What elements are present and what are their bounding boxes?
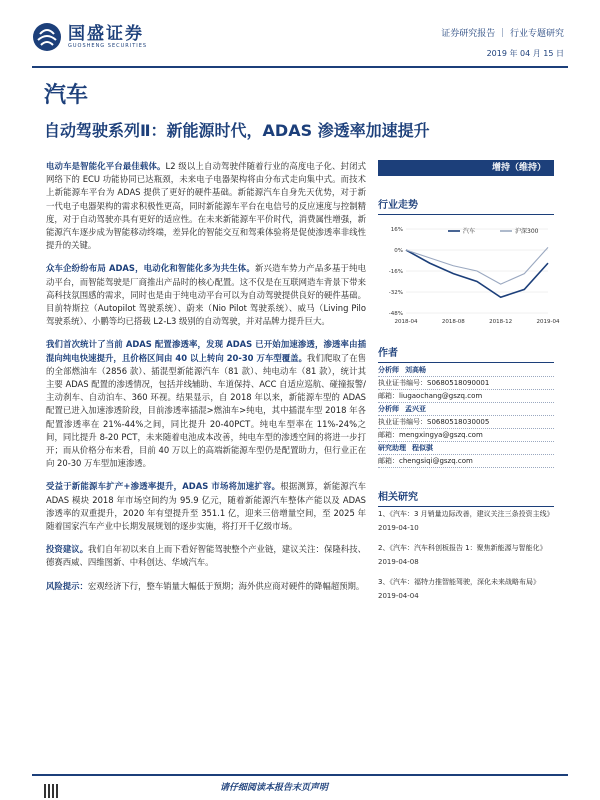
analyst-name: 程似骐 [412, 444, 433, 452]
y-tick-label: 0% [394, 248, 403, 254]
y-tick-label: -16% [388, 269, 403, 275]
paragraph-lead: 众车企纷纷布局 ADAS，电动化和智能化多为共生体。 [46, 263, 255, 274]
paragraph [46, 543, 366, 569]
analyst-section-title: 作者 [378, 344, 554, 363]
related-report-date: 2019-04-08 [378, 558, 419, 566]
rating-badge: 增持（维持） [378, 160, 554, 176]
analyst-name: 孟兴亚 [405, 405, 426, 413]
paragraph-lead: 我们首次统计了当前 ADAS 配置渗透率，发现 ADAS 已开始加速渗透，渗透率由插混向纯电快速提升，且价格区间由 40 以上转向 20-30 万车型覆盖。 [46, 339, 366, 363]
analyst-field-value: S0680518030005 [427, 418, 490, 426]
report-type: 证券研究报告 ｜ 行业专题研究 [441, 29, 564, 39]
footer-disclaimer: 请仔细阅读本报告末页声明 [220, 783, 329, 793]
footer-rule [32, 774, 568, 776]
series-line-1 [406, 247, 548, 284]
related-report-link[interactable]: 3、《汽车：福特力推智能驾驶，深化未来战略布局》 [378, 578, 540, 586]
x-tick-label: 2018-12 [489, 319, 513, 325]
analyst-field-label: 邮箱： [378, 392, 399, 400]
qr-code-icon [44, 784, 58, 798]
header-rule [32, 66, 568, 68]
related-report-date: 2019-04-04 [378, 592, 419, 600]
related-report-link[interactable]: 2、《汽车：汽车科创板报告 1：聚焦新能源与智能化》 [378, 544, 547, 552]
paragraph-lead: 风险提示： [46, 580, 88, 591]
main-body [46, 160, 366, 603]
related-list [378, 508, 554, 610]
paragraph [46, 262, 366, 328]
guosheng-logo-icon [32, 22, 62, 52]
y-tick-label: 16% [390, 227, 403, 233]
analyst-row [378, 416, 554, 429]
industry-title: 汽车 [44, 83, 89, 108]
paragraph-body: 根据测算，新能源汽车 ADAS 模块 2018 年市场空间约为 95.9 亿元，随着新能源汽车整体产能以及 ADAS 渗透率的双重提升，2020 年有望提升至 351.1 亿，迎来三倍增量空间，至 2025 年随着国家汽车产业中长期发展规划的逐步实施，将打开千亿级市场。 [46, 481, 366, 532]
paragraph [46, 580, 366, 593]
analyst-field-value: liugaochang@gszq.com [399, 392, 483, 400]
related-report-date: 2019-04-10 [378, 524, 419, 532]
x-tick-label: 2019-04 [536, 319, 560, 325]
analyst-field-label: 执业证书编号： [378, 418, 427, 426]
related-section-title: 相关研究 [378, 488, 554, 507]
sidebar [378, 160, 560, 335]
legend-label: 汽车 [463, 228, 476, 235]
analyst-row [378, 377, 554, 390]
analyst-role: 研究助理 [378, 444, 406, 452]
industry-trend-chart [378, 221, 560, 331]
analyst-field-value: mengxingya@gszq.com [399, 431, 483, 439]
paragraph-lead: 电动车是智能化平台最佳载体。 [46, 161, 166, 171]
x-tick-label: 2018-04 [394, 319, 418, 325]
report-date: 2019 年 04 月 15 日 [486, 49, 564, 58]
analyst-role: 分析师 [378, 405, 399, 413]
analyst-role: 分析师 [378, 366, 399, 374]
paragraph-body: 我们自年初以来自上而下看好智能驾驶整个产业链，建议关注：保隆科技、德赛西威、四维图新、中科创达、华域汽车。 [46, 544, 367, 568]
company-logo [32, 22, 147, 52]
paragraph-body: 新兴造车势力产品多基于纯电动平台，而智能驾驶是厂商推出产品时的核心配置。这不仅是在互联网造车背景下带来高科技氛围感的需求，同时也是由于纯电动平台可以为自动驾驶提供良好的硬件基础。目前特斯拉（Autopilot 驾驶系统）、蔚来（Nio Pilot 驾驶系统）、威马（Living Pilo 驾驶系统）、小鹏等均已搭载 L2-L3 级别的自动驾驶，并对品牌力提升巨大。 [46, 263, 366, 327]
paragraph-body: 宏观经济下行，整车销量大幅低于预期；海外供应商对硬件的降幅超预期。 [87, 580, 365, 591]
trend-title: 行业走势 [378, 196, 554, 215]
x-tick-label: 2018-08 [441, 319, 465, 325]
analyst-row [378, 403, 554, 416]
analyst-row [378, 442, 554, 455]
logo-english: GUOSHENG SECURITIES [68, 43, 148, 49]
y-tick-label: -32% [388, 290, 403, 296]
analyst-row [378, 390, 554, 403]
analyst-field-label: 邮箱： [378, 431, 399, 439]
paragraph-lead: 受益于新能源车扩产+渗透率提升，ADAS 市场将加速扩容。 [46, 481, 281, 492]
analyst-field-value: chengsiqi@gszq.com [399, 457, 473, 465]
paragraph [46, 338, 366, 470]
y-tick-label: -48% [388, 311, 403, 317]
report-title: 自动驾驶系列Ⅱ：新能源时代，ADAS 渗透率加速提升 [44, 121, 430, 140]
paragraph-body: 我们爬取了在售的全部燃油车（2856 款）、插混型新能源汽车（81 款）、纯电动车（81 款），统计其主要 ADAS 配置的渗透情况，包括并线辅助、车道保持、ACC 自适应巡航、碰撞报警/主动刹车、自动泊车、360 环视。结果显示，自 2018 年以来，新能源车型的 ADAS 配置已进入加速渗透阶段，目前渗透率插混>燃油车>纯电，其中插混车型 2018 年各配置渗透率在 21%-44%之间，同比提升 20-40PCT。纯电车型率在 11%-24%之间，同比提升 8-20 PCT，未来随着电池成本改善，纯电车型的渗透空间的将进一步打开；而从价格分布来看，目前 40 万以上的高端新能源车型仍是配置助力，但行业正在向 20-30 万车型加速渗透。 [46, 352, 366, 469]
analyst-list [378, 364, 554, 468]
analyst-row [378, 429, 554, 442]
analyst-row [378, 364, 554, 377]
analyst-name: 刘高畅 [405, 366, 426, 374]
paragraph-lead: 投资建议。 [46, 544, 89, 555]
logo-chinese: 国盛证券 [68, 24, 144, 44]
paragraph [46, 480, 366, 533]
analyst-field-value: S0680518090001 [427, 379, 490, 387]
paragraph [46, 160, 366, 252]
related-report-link[interactable]: 1、《汽车：3 月销量边际改善，建议关注三条投资主线》 [378, 510, 554, 518]
analyst-row [378, 455, 554, 468]
paragraph-body: L2 级以上自动驾驶伴随着行业的高度电子化、封闭式网络下的 ECU 功能协同已达瓶颈，未来电子电器架构将由分布式走向集中式。而技术上新能源车平台为 ADAS 提供了更好的硬件基础。新能源汽车自身先天优势，对于新一代电子电器架构的需求积极性更高，同时新能源车平台在电信号的反应速度与控制精度，对于自动驾驶亦具有更好的适应性。在未来新能源车平价时代，消费属性增强，新能源汽车逐步成为智能移动终端，差异化的智能交互和驾乘体验将是促使渗透率非线性提升的关键。 [46, 161, 367, 251]
analyst-field-label: 执业证书编号： [378, 379, 427, 387]
legend-label: 沪深300 [515, 228, 539, 235]
analyst-field-label: 邮箱： [378, 457, 399, 465]
